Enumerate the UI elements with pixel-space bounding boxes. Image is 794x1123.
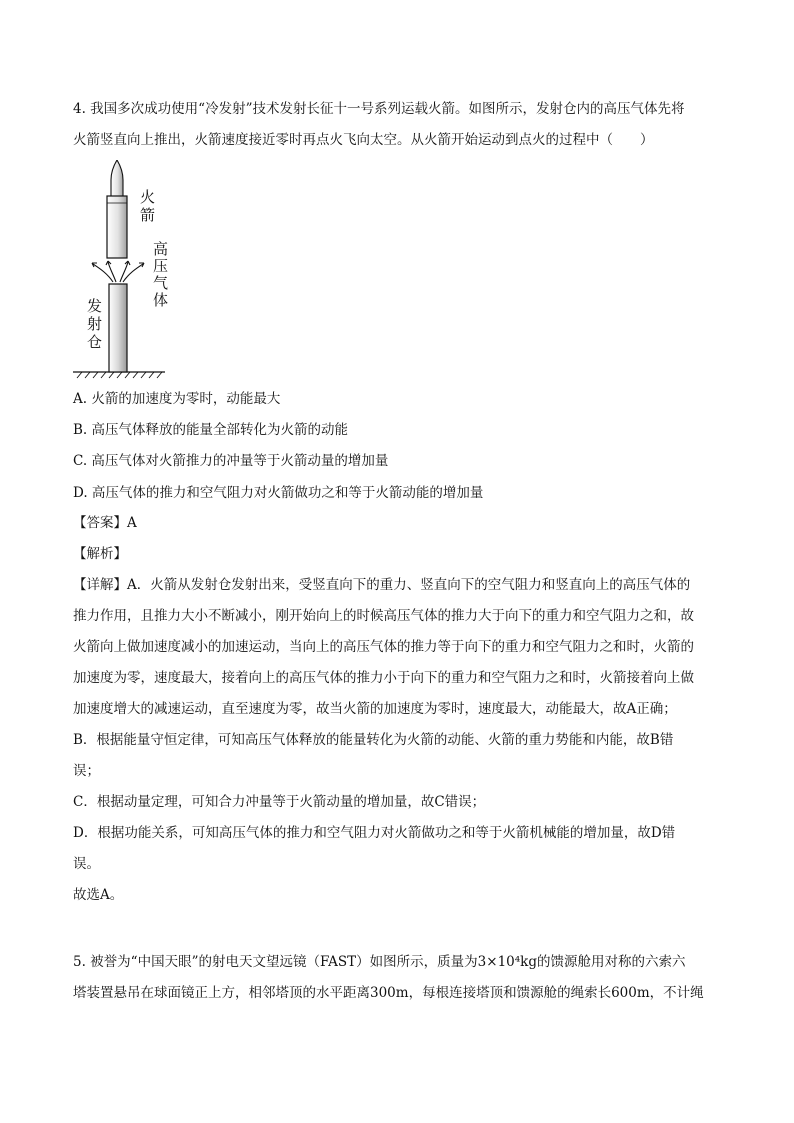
- ground: [73, 372, 165, 378]
- analysis-line: 推力作用，且推力大小不断减小，刚开始向上的时候高压气体的推力大于向下的重力和空气阻力之和，故: [73, 608, 694, 624]
- rocket-launch-figure: [73, 160, 183, 385]
- analysis-line: 误。: [73, 856, 100, 872]
- gas-label-2: 压: [153, 257, 169, 275]
- silo-label-1: 发: [87, 297, 103, 315]
- rocket-label-2: 箭: [140, 206, 156, 224]
- rocket: [107, 160, 127, 258]
- option-d: D. 高压气体的推力和空气阻力对火箭做功之和等于火箭动能的增加量: [73, 485, 484, 501]
- analysis-line: 故选A。: [73, 887, 124, 903]
- analysis-line: D．根据功能关系，可知高压气体的推力和空气阻力对火箭做功之和等于火箭机械能的增加量，故D错: [73, 825, 676, 841]
- option-b: B. 高压气体释放的能量全部转化为火箭的动能: [73, 422, 349, 438]
- analysis-line: 加速度增大的减速运动，直至速度为零，故当火箭的加速度为零时，速度最大，动能最大，故A正确；: [73, 701, 677, 717]
- option-a: A. 火箭的加速度为零时，动能最大: [73, 391, 281, 407]
- analysis-line: 火箭向上做加速度减小的加速运动，当向上的高压气体的推力等于向下的重力和空气阻力之和时，火箭的: [73, 639, 694, 655]
- launch-silo: [109, 284, 127, 372]
- q4-stem-line-1: 4. 我国多次成功使用“冷发射”技术发射长征十一号系列运载火箭。如图所示，发射仓内的高压气体先将: [73, 101, 685, 117]
- rocket-label-1: 火: [140, 188, 156, 206]
- analysis-line: 【详解】A．火箭从发射仓发射出来，受竖直向下的重力、竖直向下的空气阻力和竖直向上的高压气体的: [73, 577, 691, 593]
- analysis-line: C．根据动量定理，可知合力冲量等于火箭动量的增加量，故C错误；: [73, 794, 486, 810]
- analysis-line: B．根据能量守恒定律，可知高压气体释放的能量转化为火箭的动能、火箭的重力势能和内能，故B错: [73, 732, 674, 748]
- option-c: C. 高压气体对火箭推力的冲量等于火箭动量的增加量: [73, 453, 389, 469]
- silo-label-3: 仓: [87, 333, 103, 351]
- q5-stem-line-2: 塔装置悬吊在球面镜正上方，相邻塔顶的水平距离300m，每根连接塔顶和馈源舱的绳索长600m，不计绳: [73, 985, 704, 1001]
- gas-arrows: [92, 261, 144, 282]
- analysis-heading: 【解析】: [73, 546, 127, 562]
- gas-label-1: 高: [153, 240, 169, 258]
- gas-label-3: 气: [153, 274, 169, 292]
- silo-label-2: 射: [87, 315, 103, 333]
- q5-stem-line-1: 5. 被誉为“中国天眼”的射电天文望远镜（FAST）如图所示，质量为3×10⁴kg的馈源舱用对称的六索六: [73, 954, 686, 970]
- gas-label-4: 体: [153, 291, 169, 309]
- analysis-line: 加速度为零，速度最大，接着向上的高压气体的推力小于向下的重力和空气阻力之和时，火箭接着向上做: [73, 670, 694, 686]
- q4-stem-line-2: 火箭竖直向上推出，火箭速度接近零时再点火飞向太空。从火箭开始运动到点火的过程中（ ）: [73, 132, 654, 148]
- analysis-line: 误；: [73, 763, 100, 779]
- answer-heading: 【答案】A: [73, 515, 137, 531]
